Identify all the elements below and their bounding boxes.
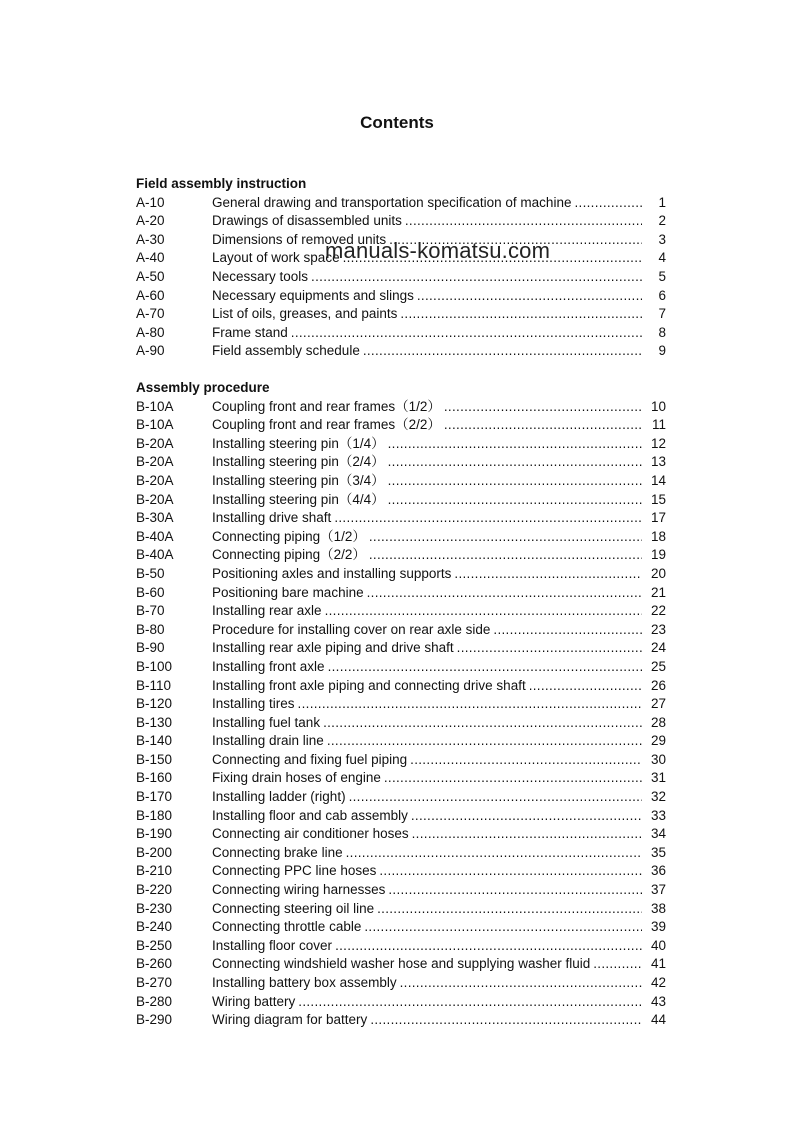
toc-entry[interactable] [136, 937, 666, 956]
entry-page: 20 [650, 565, 666, 581]
toc-entry[interactable] [136, 732, 666, 751]
entry-code: B-110 [136, 677, 172, 693]
entry-title: Connecting air conditioner hoses [212, 826, 409, 842]
toc-entry[interactable] [136, 807, 666, 826]
entry-page: 26 [650, 677, 666, 693]
entry-code: B-280 [136, 993, 173, 1009]
entry-code: B-70 [136, 603, 165, 619]
entry-leader [384, 769, 642, 788]
entry-page: 9 [658, 343, 666, 359]
entry-code: B-200 [136, 844, 173, 860]
entry-page: 2 [658, 213, 666, 229]
entry-leader [493, 621, 642, 640]
toc-entry[interactable] [136, 677, 666, 696]
entry-leader [444, 416, 642, 435]
entry-leader [405, 212, 642, 231]
entry-code: B-210 [136, 863, 173, 879]
entry-code: B-250 [136, 937, 173, 953]
toc-entry[interactable] [136, 974, 666, 993]
toc-entry[interactable] [136, 955, 666, 974]
entry-title: Installing floor cover [212, 937, 333, 953]
entry-title: General drawing and transportation specification of machine [212, 194, 572, 210]
entry-title: Connecting brake line [212, 844, 343, 860]
entry-code: B-120 [136, 696, 173, 712]
entry-page: 35 [650, 844, 666, 860]
entry-title: Connecting piping（2/2） [212, 547, 366, 563]
entry-title: Connecting windshield washer hose and supplying washer fluid [212, 956, 591, 972]
entry-title: Connecting wiring harnesses [212, 882, 386, 898]
entry-page: 17 [650, 510, 666, 526]
entry-code: B-290 [136, 1012, 173, 1028]
section-field-assembly [136, 175, 666, 361]
entry-leader [369, 546, 642, 565]
entry-title: Necessary equipments and slings [212, 287, 414, 303]
entry-code: B-240 [136, 919, 173, 935]
entry-title: Installing fuel tank [212, 714, 321, 730]
entry-page: 30 [650, 751, 666, 767]
entry-page: 6 [658, 287, 666, 303]
entry-code: A-20 [136, 213, 165, 229]
entry-title: Installing steering pin（4/4） [212, 491, 385, 507]
entry-title: Drawings of disassembled units [212, 213, 402, 229]
toc-entry[interactable] [136, 287, 666, 306]
toc-entry[interactable] [136, 342, 666, 361]
toc-entry[interactable] [136, 602, 666, 621]
entry-leader [457, 639, 642, 658]
entry-page: 31 [650, 770, 666, 786]
entry-page: 10 [650, 398, 666, 414]
entry-page: 18 [650, 528, 666, 544]
entry-code: B-170 [136, 789, 173, 805]
toc-entry[interactable] [136, 584, 666, 603]
entry-leader [388, 491, 642, 510]
entry-leader [298, 695, 642, 714]
entry-code: B-270 [136, 975, 173, 990]
entry-page: 24 [650, 640, 666, 656]
entry-code: B-40A [136, 528, 174, 544]
toc-entry[interactable] [136, 565, 666, 584]
entry-leader [298, 993, 642, 1012]
toc-entry[interactable] [136, 788, 666, 807]
entry-page: 8 [658, 324, 666, 340]
entry-leader [364, 918, 642, 937]
entry-code: B-60 [136, 584, 165, 600]
toc-entry[interactable] [136, 621, 666, 640]
entry-page: 34 [650, 826, 666, 842]
entry-leader [323, 714, 642, 733]
toc-entry[interactable] [136, 769, 666, 788]
toc-entry[interactable] [136, 509, 666, 528]
entry-leader [417, 287, 642, 306]
entry-code: A-40 [136, 250, 165, 266]
entry-page: 36 [650, 863, 666, 879]
entry-code: A-50 [136, 268, 165, 284]
entry-title: Dimensions of removed units [212, 231, 387, 247]
entry-leader [412, 825, 642, 844]
entry-page: 25 [650, 658, 666, 674]
entry-title: Installing rear axle piping and drive shaft [212, 640, 454, 656]
entry-code: B-40A [136, 547, 174, 563]
entry-title: Installing drain line [212, 733, 324, 749]
entry-leader [369, 528, 642, 547]
entry-page: 7 [658, 306, 666, 322]
entry-code: B-230 [136, 900, 173, 916]
entry-title: Coupling front and rear frames（1/2） [212, 398, 441, 414]
entry-code: B-20A [136, 435, 174, 451]
toc-entry[interactable] [136, 546, 666, 565]
entry-leader [349, 788, 642, 807]
entry-code: B-180 [136, 807, 173, 823]
entry-title: Installing floor and cab assembly [212, 807, 408, 823]
entry-page: 22 [650, 603, 666, 619]
entry-leader [370, 1011, 642, 1030]
toc-entry[interactable] [136, 918, 666, 937]
entry-code: A-30 [136, 231, 165, 247]
entry-title: Frame stand [212, 324, 288, 340]
watermark: manuals-komatsu.com [325, 238, 551, 263]
section-assembly-procedure [136, 379, 666, 1030]
entry-leader [346, 844, 642, 863]
entry-page: 1 [658, 194, 666, 210]
entry-leader [325, 602, 642, 621]
entry-title: Installing steering pin（3/4） [212, 472, 385, 488]
entry-leader [377, 900, 642, 919]
entry-title: List of oils, greases, and paints [212, 306, 398, 322]
entry-title: Connecting piping（1/2） [212, 528, 366, 544]
entry-leader [379, 862, 642, 881]
entry-title: Installing steering pin（2/4） [212, 454, 385, 470]
entry-leader [593, 955, 642, 974]
entry-title: Layout of work space [212, 250, 340, 266]
entry-title: Wiring battery [212, 993, 296, 1009]
entry-code: A-10 [136, 194, 165, 210]
entry-leader [311, 268, 642, 287]
entry-title: Connecting steering oil line [212, 900, 375, 916]
entry-page: 5 [658, 268, 666, 284]
entry-code: B-10A [136, 417, 174, 433]
toc-entry[interactable] [136, 194, 666, 213]
entry-title: Connecting and fixing fuel piping [212, 751, 408, 767]
toc-entry[interactable] [136, 435, 666, 454]
toc-entry[interactable] [136, 416, 666, 435]
entry-leader [327, 732, 642, 751]
entry-leader [388, 435, 642, 454]
entry-page: 39 [650, 919, 666, 935]
entry-code: B-100 [136, 658, 173, 674]
entry-page: 15 [650, 491, 666, 507]
toc-entry[interactable] [136, 1011, 666, 1030]
entry-title: Installing steering pin（1/4） [212, 435, 385, 451]
section-heading: Assembly procedure [136, 380, 270, 395]
entry-page: 29 [650, 733, 666, 749]
toc-entry[interactable] [136, 751, 666, 770]
toc-entry[interactable] [136, 324, 666, 343]
entry-code: B-190 [136, 826, 173, 842]
entry-title: Installing rear axle [212, 603, 322, 619]
toc-entry[interactable] [136, 714, 666, 733]
entry-title: Connecting throttle cable [212, 919, 362, 935]
toc-entry[interactable] [136, 862, 666, 881]
toc-entry[interactable] [136, 268, 666, 287]
entry-title: Installing tires [212, 696, 295, 712]
toc-entry[interactable] [136, 453, 666, 472]
entry-code: B-20A [136, 472, 174, 488]
entry-code: B-130 [136, 714, 173, 730]
entry-leader [367, 584, 642, 603]
entry-title: Procedure for installing cover on rear axle side [212, 621, 491, 637]
entry-leader [388, 472, 642, 491]
toc-entry[interactable] [136, 658, 666, 677]
entry-code: B-220 [136, 882, 173, 898]
entry-leader [444, 398, 642, 417]
entry-page: 28 [650, 714, 666, 730]
entry-code: B-260 [136, 956, 173, 972]
page-title: Contents [360, 113, 434, 132]
entry-leader [410, 751, 642, 770]
toc-entry[interactable] [136, 844, 666, 863]
entry-title: Necessary tools [212, 268, 309, 284]
toc-entry[interactable] [136, 398, 666, 417]
entry-page: 27 [650, 696, 666, 712]
entry-title: Fixing drain hoses of engine [212, 770, 381, 786]
toc-entry[interactable] [136, 825, 666, 844]
entry-page: 33 [650, 807, 666, 823]
entry-title: Positioning axles and installing supports [212, 565, 452, 581]
entry-page: 19 [650, 547, 666, 563]
entry-code: B-80 [136, 621, 165, 637]
entry-leader [529, 677, 642, 696]
entry-page: 11 [651, 417, 666, 433]
entry-leader [335, 937, 642, 956]
toc-entry[interactable] [136, 491, 666, 510]
entry-page: 40 [650, 937, 666, 953]
toc-entry[interactable] [136, 528, 666, 547]
entry-page: 23 [650, 621, 666, 637]
toc-entry[interactable] [136, 305, 666, 324]
entry-code: B-20A [136, 491, 174, 507]
entry-leader [454, 565, 642, 584]
entry-code: B-20A [136, 454, 174, 470]
toc-entry[interactable] [136, 472, 666, 491]
toc-entry[interactable] [136, 900, 666, 919]
entry-leader [411, 807, 642, 826]
entry-title: Installing front axle [212, 658, 325, 674]
toc-entry[interactable] [136, 212, 666, 231]
toc-entry[interactable] [136, 993, 666, 1012]
entry-code: B-150 [136, 751, 173, 767]
entry-title: Installing drive shaft [212, 510, 332, 526]
entry-leader [334, 509, 642, 528]
entry-title: Positioning bare machine [212, 584, 364, 600]
entry-title: Installing ladder (right) [212, 789, 346, 805]
entry-code: A-60 [136, 287, 165, 303]
entry-title: Field assembly schedule [212, 343, 360, 359]
entry-code: A-70 [136, 306, 165, 322]
section-heading: Field assembly instruction [136, 176, 307, 191]
toc-entry[interactable] [136, 639, 666, 658]
entry-title: Wiring diagram for battery [212, 1012, 368, 1028]
entry-code: B-10A [136, 398, 174, 414]
entry-page: 38 [650, 900, 666, 916]
entry-code: B-30A [136, 510, 174, 526]
entry-title: Coupling front and rear frames（2/2） [212, 417, 441, 433]
entry-title: Installing front axle piping and connecting drive shaft [212, 677, 526, 693]
entry-code: A-80 [136, 324, 165, 340]
entry-leader [574, 194, 642, 213]
entry-leader [400, 974, 642, 993]
entry-page: 4 [658, 250, 666, 266]
entry-page: 41 [650, 956, 666, 972]
entry-leader [363, 342, 642, 361]
entry-title: Installing battery box assembly [212, 975, 397, 990]
entry-leader [388, 453, 642, 472]
entry-page: 21 [650, 584, 666, 600]
entry-leader [291, 324, 642, 343]
entry-title: Connecting PPC line hoses [212, 863, 377, 879]
entry-code: B-160 [136, 770, 173, 786]
entry-page: 12 [650, 435, 666, 451]
entry-code: B-90 [136, 640, 165, 656]
toc-entry[interactable] [136, 881, 666, 900]
entry-page: 37 [650, 882, 666, 898]
toc-entry[interactable] [136, 695, 666, 714]
entry-code: B-140 [136, 733, 173, 749]
entry-code: B-50 [136, 565, 165, 581]
entry-leader [328, 658, 642, 677]
entry-page: 13 [650, 454, 666, 470]
entry-page: 14 [650, 472, 666, 488]
entry-code: A-90 [136, 343, 165, 359]
entry-leader [388, 881, 642, 900]
entry-leader [400, 305, 642, 324]
entry-page: 32 [650, 789, 666, 805]
entry-page: 44 [650, 1012, 666, 1028]
entry-page: 43 [650, 993, 666, 1009]
entry-page: 3 [658, 231, 666, 247]
entry-page: 42 [650, 975, 666, 990]
